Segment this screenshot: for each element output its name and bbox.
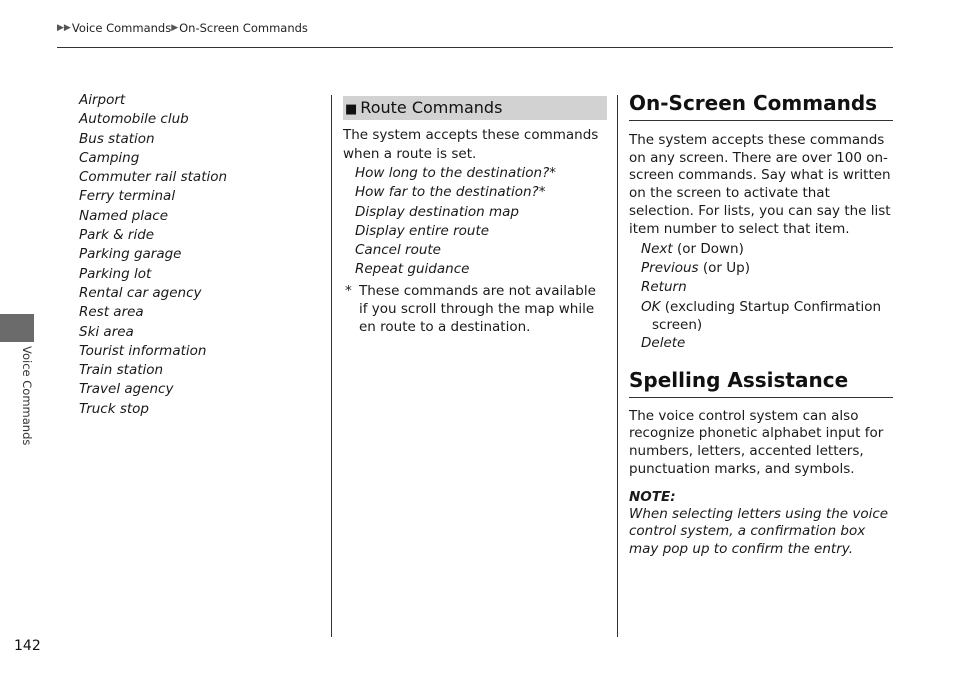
command-return: Return — [641, 279, 687, 296]
spelling-assistance-heading: Spelling Assistance — [629, 367, 849, 392]
list-item: Tourist information — [79, 342, 207, 359]
list-item — [641, 334, 893, 353]
onscreen-commands-heading: On-Screen Commands — [629, 91, 878, 115]
breadcrumb-separator-icon: ▶ — [171, 23, 179, 33]
list-item: Train station — [79, 362, 164, 379]
route-footnote — [343, 282, 607, 336]
route-commands-heading — [343, 96, 607, 120]
list-item: Bus station — [79, 130, 155, 147]
breadcrumb — [57, 21, 308, 35]
list-item: How far to the destination?* — [355, 184, 546, 201]
list-item: Rest area — [79, 304, 144, 321]
section-tab — [0, 314, 34, 342]
list-item: Ferry terminal — [79, 188, 176, 205]
heading-rule — [629, 397, 893, 398]
list-item: How long to the destination?* — [355, 165, 557, 181]
note-body: When selecting letters using the voice control system, a confirmation box may pop up to confirm the entry. — [629, 505, 889, 557]
route-commands-intro: The system accepts these commands when a route is set. — [343, 127, 599, 162]
section-side-label: Voice Commands — [20, 346, 34, 446]
column-divider-left — [331, 95, 332, 637]
list-item: Repeat guidance — [355, 261, 470, 278]
command-ok: OK — [641, 298, 661, 315]
list-item: Rental car agency — [79, 284, 202, 301]
heading-rule — [629, 120, 893, 121]
place-category-list — [79, 91, 227, 419]
list-item: Parking lot — [79, 265, 152, 282]
list-item: Parking garage — [79, 246, 182, 263]
command-next: Next — [641, 241, 673, 258]
command-delete: Delete — [641, 334, 686, 351]
onscreen-commands-section — [629, 88, 893, 559]
onscreen-commands-body: The system accepts these commands on any screen. There are over 100 on-screen commands. Say what is written on the screen to activate that selection. For lists, you can say the list item number to select that item. — [629, 132, 891, 237]
list-item: Park & ride — [79, 227, 155, 244]
footnote-text: These commands are not available if you scroll through the map while en route to a destination. — [359, 282, 596, 335]
note-title: NOTE: — [629, 488, 676, 505]
square-bullet-icon: ■ — [345, 102, 358, 117]
list-item: Named place — [79, 207, 169, 224]
spelling-assistance-body: The voice control system can also recognize phonetic alphabet input for numbers, letters, accented letters, punctuation marks, and symbols. — [629, 407, 884, 477]
breadcrumb-link-voice-commands[interactable]: Voice Commands — [71, 21, 172, 35]
list-item: Ski area — [79, 323, 134, 340]
page-number: 142 — [14, 638, 41, 654]
list-item — [641, 278, 893, 297]
command-previous: Previous — [641, 260, 699, 277]
route-command-list — [355, 164, 607, 280]
onscreen-command-list — [641, 240, 893, 352]
list-item: Previous (or Up) — [641, 260, 750, 277]
route-commands-title: Route Commands — [360, 98, 503, 117]
breadcrumb-current-page: On-Screen Commands — [179, 21, 308, 35]
header-divider — [57, 47, 893, 48]
list-item: Commuter rail station — [79, 169, 228, 186]
list-item: Next (or Down) — [641, 241, 744, 258]
list-item: Truck stop — [79, 400, 149, 417]
breadcrumb-arrows-icon: ▶▶ — [57, 23, 71, 33]
list-item: Airport — [79, 92, 126, 108]
footnote-marker: * — [345, 282, 352, 299]
list-item: Camping — [79, 149, 140, 166]
route-commands-section — [343, 96, 607, 336]
column-divider-right — [617, 95, 618, 637]
list-item: Travel agency — [79, 381, 174, 398]
list-item: OK (excluding Startup Confirmation screen) — [641, 298, 882, 333]
list-item: Display entire route — [355, 222, 490, 239]
list-item: Display destination map — [355, 203, 519, 220]
list-item: Automobile club — [79, 111, 189, 128]
list-item: Cancel route — [355, 242, 441, 259]
